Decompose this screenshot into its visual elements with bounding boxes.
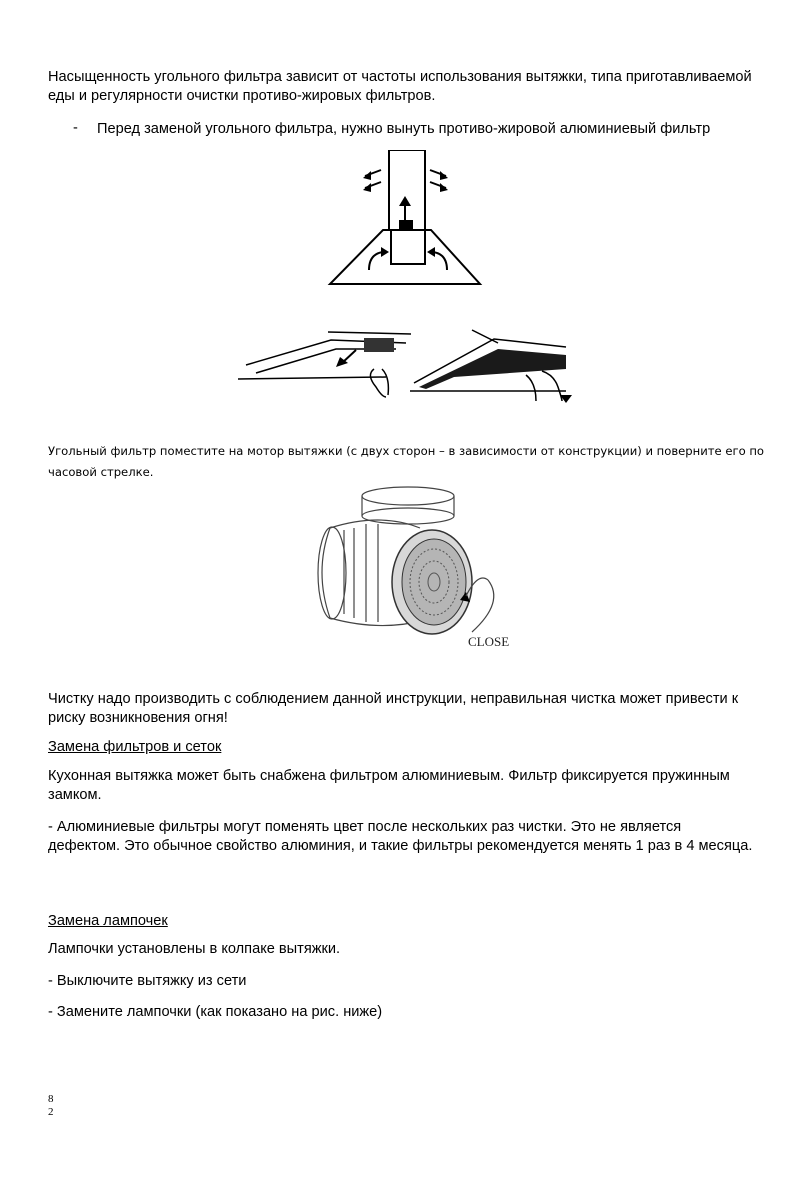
close-label: CLOSE	[468, 634, 510, 649]
charcoal-intro-text: Насыщенность угольного фильтра зависит от частоты использования вытяжки, типа приготавливаемой еды и регулярности очистки противо-жировых фильтров.	[48, 69, 752, 104]
filter-removal-diagram	[236, 325, 581, 405]
lamps-text: Лампочки установлены в колпаке вытяжки.	[48, 941, 341, 957]
page-number-line-2: 2	[48, 1106, 54, 1118]
lamps-step-1: - Выключите вытяжку из сети	[48, 973, 247, 989]
hood-airflow-diagram	[325, 150, 485, 292]
lamps-heading: Замена лампочек	[48, 913, 168, 929]
install-charcoal-text: Угольный фильтр поместите на мотор вытяжки (с двух сторон – в зависимости от конструкции) и поверните его по часовой стрелке.	[48, 444, 765, 479]
aluminium-note-text: - Алюминиевые фильтры могут поменять цвет после нескольких раз чистки. Это не является дефектом. Это обычное свойство алюминия, и такие фильтры рекомендуется менять 1 раз в 4 месяца.	[48, 819, 753, 854]
filters-text: Кухонная вытяжка может быть снабжена фильтром алюминиевым. Фильтр фиксируется пружинным замком.	[48, 768, 730, 803]
bullet-marker: -	[73, 120, 78, 136]
remove-filter-text: Перед заменой угольного фильтра, нужно вынуть противо-жировой алюминиевый фильтр	[97, 121, 711, 137]
cleaning-warning-text: Чистку надо производить с соблюдением данной инструкции, неправильная чистка может привести к риску возникновения огня!	[48, 691, 739, 726]
filters-heading: Замена фильтров и сеток	[48, 739, 222, 755]
motor-filter-diagram	[300, 482, 515, 652]
page-number-line-1: 8	[48, 1093, 54, 1105]
lamps-step-2: - Замените лампочки (как показано на рис. ниже)	[48, 1004, 383, 1020]
